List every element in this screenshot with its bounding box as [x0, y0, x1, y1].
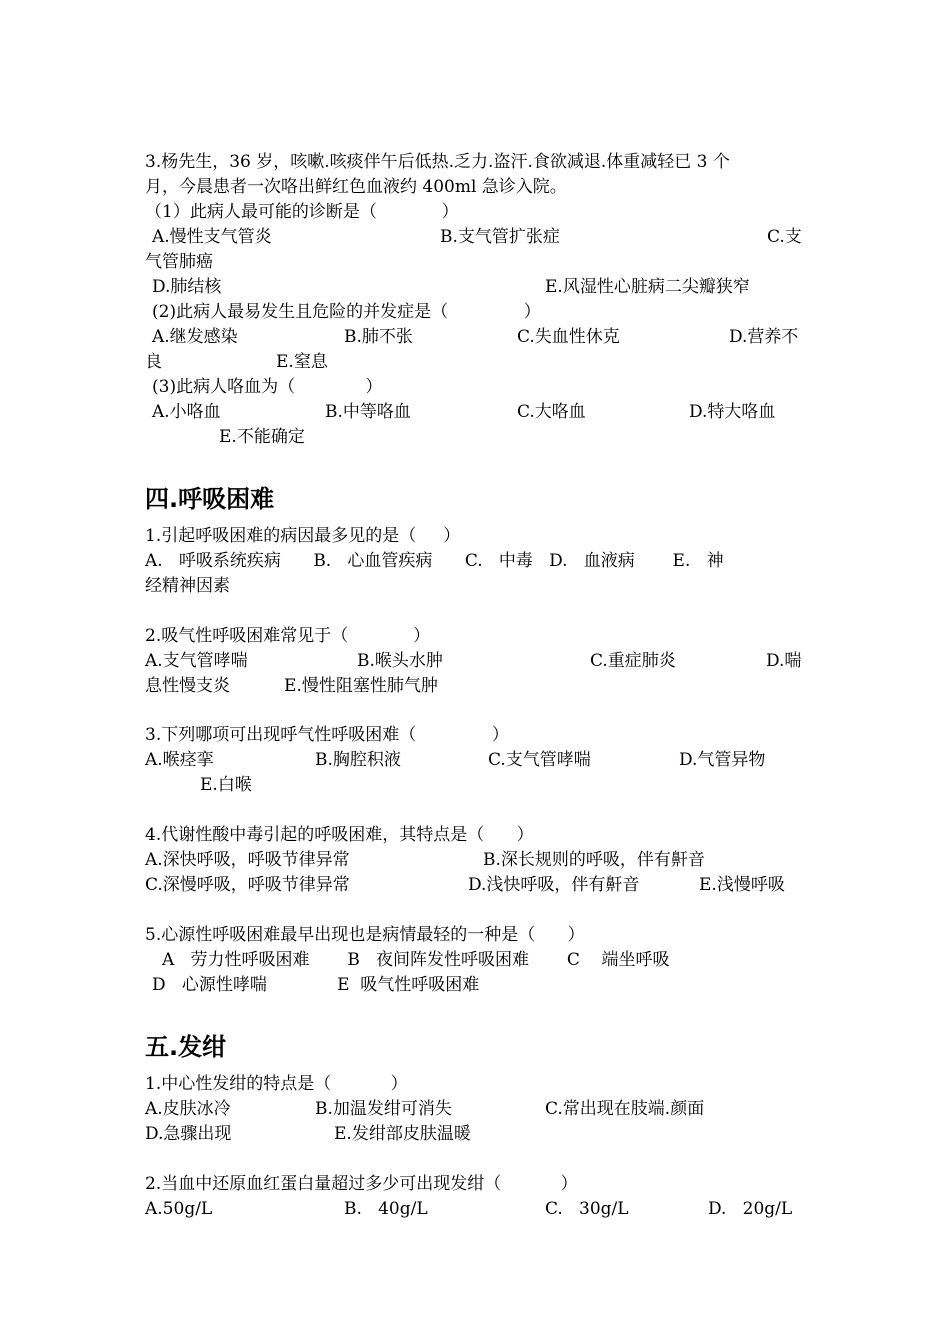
option-b: B.加温发绀可消失	[315, 1099, 452, 1119]
option-a: A.慢性支气管炎	[152, 227, 272, 247]
option-a: A.支气管哮喘	[145, 651, 248, 671]
options-line: D 心源性哮喘 E 吸气性呼吸困难	[152, 975, 480, 995]
option-a: A.继发感染	[152, 327, 238, 347]
option-a: A.小咯血	[152, 402, 221, 422]
option-b: B.深长规则的呼吸，伴有鼾音	[483, 850, 705, 870]
question-3-stem-line-1: 3.杨先生，36 岁，咳嗽.咳痰伴午后低热.乏力.盗汗.食欲减退.体重减轻已 3 个	[145, 152, 730, 172]
option-b: B.喉头水肿	[357, 651, 443, 671]
option-d: D.特大咯血	[689, 402, 776, 422]
question-text: 2.吸气性呼吸困难常见于（ ）	[145, 626, 431, 646]
options-line: A. 呼吸系统疾病 B. 心血管疾病 C. 中毒 D. 血液病 E. 神	[145, 551, 724, 571]
section-heading: 四.呼吸困难	[145, 485, 275, 513]
option-c-continued: 气管肺癌	[145, 252, 213, 272]
option-a: A.50g/L	[145, 1199, 213, 1219]
option-d: D.浅快呼吸，伴有鼾音	[468, 875, 640, 895]
option-e: E.风湿性心脏病二尖瓣狭窄	[545, 277, 750, 297]
question-3-sub-3: (3)此病人咯血为（ ）	[152, 377, 383, 397]
option-d: D.气管异物	[679, 750, 766, 770]
option-c: C.常出现在肢端.颜面	[545, 1099, 705, 1119]
option-c: C.失血性休克	[517, 327, 620, 347]
option-d: D.急骤出现	[145, 1124, 232, 1144]
option-d-continued: 良	[145, 352, 162, 372]
option-e: E.不能确定	[219, 427, 305, 447]
option-c: C.重症肺炎	[590, 651, 676, 671]
option-e: E.发绀部皮肤温暖	[334, 1124, 471, 1144]
option-c: C.支	[767, 227, 802, 247]
option-c: C. 30g/L	[545, 1199, 629, 1219]
option-a: A.皮肤冰冷	[145, 1099, 231, 1119]
option-d: D.喘	[766, 651, 802, 671]
option-b: B.肺不张	[344, 327, 413, 347]
question-text: 1.引起呼吸困难的病因最多见的是（ ）	[145, 526, 461, 546]
question-text: 3.下列哪项可出现呼气性呼吸困难（ ）	[145, 725, 509, 745]
question-text: 5.心源性呼吸困难最早出现也是病情最轻的一种是（ ）	[145, 925, 585, 945]
option-b: B.支气管扩张症	[440, 227, 560, 247]
option-b: B.胸腔积液	[315, 750, 401, 770]
option-c: C.深慢呼吸，呼吸节律异常	[145, 875, 350, 895]
option-b: B. 40g/L	[344, 1199, 428, 1219]
option-c: C.大咯血	[517, 402, 586, 422]
options-line: A 劳力性呼吸困难 B 夜间阵发性呼吸困难 C 端坐呼吸	[162, 950, 670, 970]
question-3-stem-line-2: 月，今晨患者一次咯出鲜红色血液约 400ml 急诊入院。	[145, 177, 567, 197]
question-text: 1.中心性发绀的特点是（ ）	[145, 1074, 408, 1094]
option-e: E.浅慢呼吸	[699, 875, 785, 895]
option-c: C.支气管哮喘	[488, 750, 591, 770]
option-a: A.深快呼吸，呼吸节律异常	[145, 850, 350, 870]
question-3-sub-2: (2)此病人最易发生且危险的并发症是（ ）	[152, 302, 541, 322]
question-3-sub-1: （1）此病人最可能的诊断是（ ）	[145, 202, 459, 222]
question-text: 4.代谢性酸中毒引起的呼吸困难，其特点是（ ）	[145, 825, 534, 845]
option-a: A.喉痉挛	[145, 750, 214, 770]
options-line-continued: 息性慢支炎 E.慢性阻塞性肺气肿	[145, 676, 438, 696]
question-text: 2.当血中还原血红蛋白量超过多少可出现发绀（ ）	[145, 1174, 578, 1194]
option-e: E.窒息	[276, 352, 328, 372]
option-e: E.白喉	[200, 775, 252, 795]
options-line-continued: 经精神因素	[145, 576, 230, 596]
option-d: D. 20g/L	[708, 1199, 793, 1219]
option-b: B.中等咯血	[325, 402, 411, 422]
option-d: D.营养不	[729, 327, 799, 347]
section-heading: 五.发绀	[145, 1033, 227, 1061]
option-d: D.肺结核	[152, 277, 222, 297]
